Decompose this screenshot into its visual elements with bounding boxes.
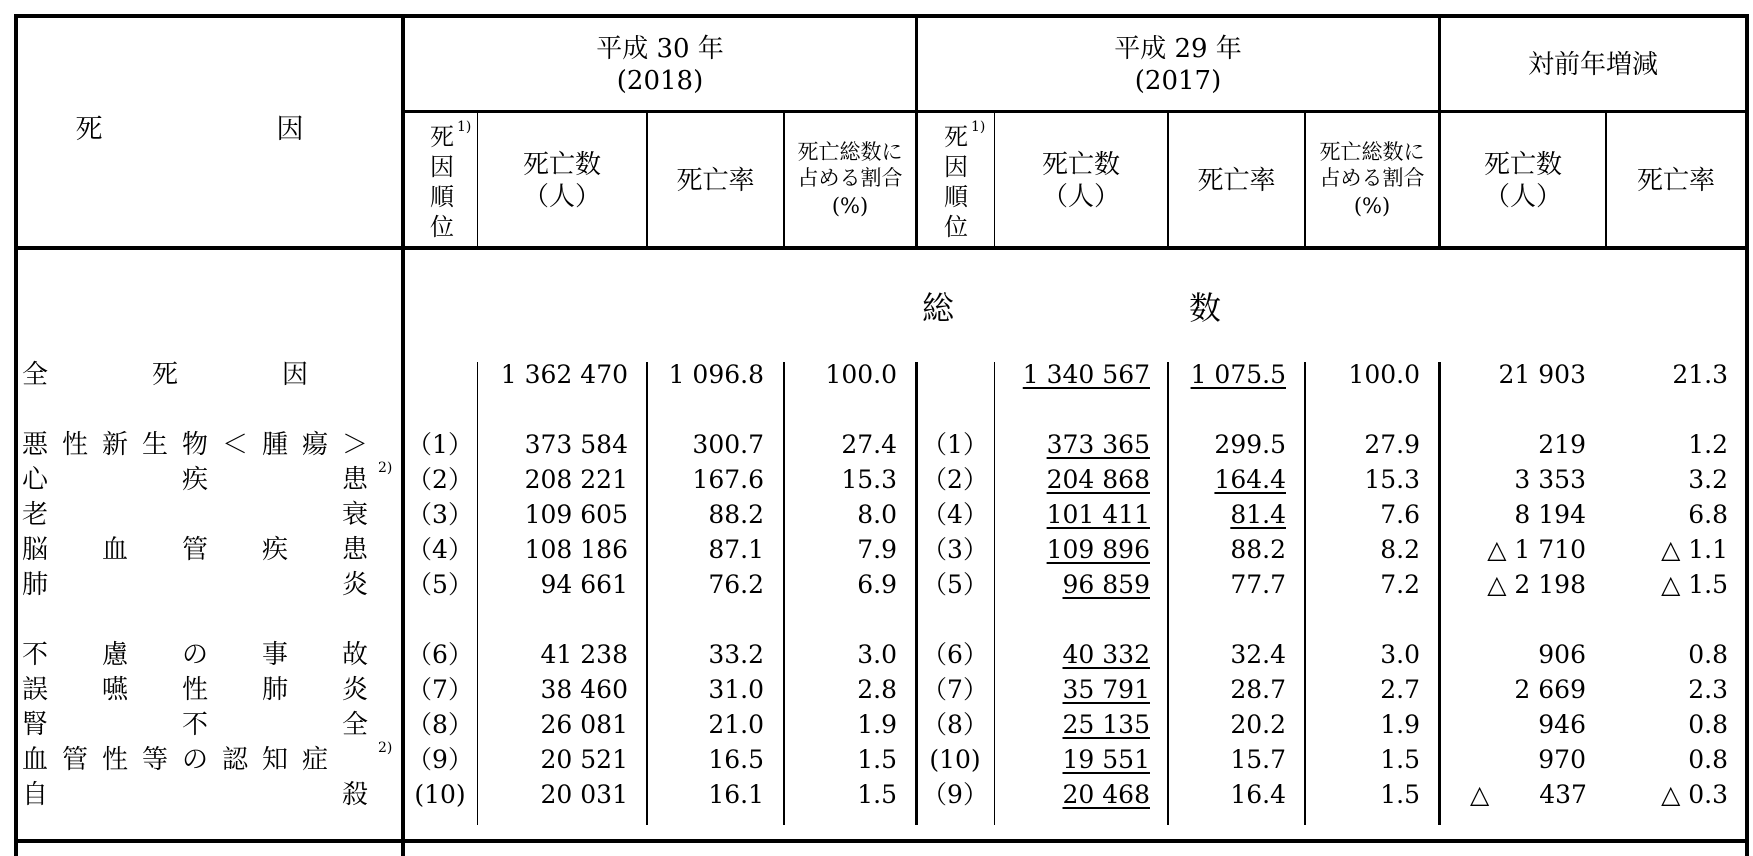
- change-rate: 0.8: [1688, 710, 1728, 739]
- share-2018: 8.0: [857, 500, 897, 529]
- cause-label: 悪性新生物＜腫瘍＞: [22, 430, 383, 460]
- change-deaths: 219: [1538, 430, 1586, 459]
- rate-2017: [1169, 467, 1286, 492]
- year-2017-header: 平成 29 年: [1114, 34, 1242, 64]
- change-rate: 6.8: [1688, 500, 1728, 529]
- share-2018: 1.5: [857, 780, 897, 809]
- cause-label: 自 殺: [22, 780, 383, 810]
- share-header-2018-l2: 占める割合: [797, 166, 903, 190]
- rank-header-2017: 死 因 順 位: [944, 123, 968, 241]
- change-rate: 0.8: [1688, 640, 1728, 669]
- rate-2018: 16.5: [708, 745, 764, 774]
- rate-2018: 16.1: [708, 780, 764, 809]
- cause-label: 誤 嚥 性 肺 炎: [22, 675, 383, 705]
- cause-label: 脳 血 管 疾 患: [22, 535, 383, 565]
- deaths-2018: 38 460: [540, 675, 628, 704]
- deaths-2017: [995, 467, 1150, 492]
- cause-label: 心 疾 患: [22, 465, 383, 495]
- deaths-2018: 94 661: [540, 570, 628, 599]
- rate-2018: 1 096.8: [668, 360, 764, 389]
- share-2018: 3.0: [857, 640, 897, 669]
- change-rate: △ 0.3: [1661, 780, 1728, 809]
- rank-2017: (10): [929, 745, 981, 774]
- deaths-2018: 41 238: [540, 640, 628, 669]
- deaths-2017-value: 204 868: [1046, 465, 1150, 494]
- deaths-2017-value: 20 468: [1062, 780, 1150, 809]
- deaths-2018: 26 081: [540, 710, 628, 739]
- rank-2017: （5）: [922, 570, 988, 599]
- share-2018: 1.5: [857, 745, 897, 774]
- share-2018: 100.0: [825, 360, 897, 389]
- rate-2017-value: 1 075.5: [1190, 360, 1286, 389]
- rate-2017: 28.7: [1230, 675, 1286, 704]
- rank-2017: （2）: [922, 465, 988, 494]
- rank-2018: （4）: [407, 535, 473, 564]
- deaths-2018: 20 031: [540, 780, 628, 809]
- header-bottom-border: [14, 246, 1749, 250]
- change-rate: 1.2: [1688, 430, 1728, 459]
- section-label-right: 数: [1189, 289, 1222, 327]
- rate-header-2018: 死亡率: [676, 166, 755, 196]
- cause-label: 腎 不 全: [22, 710, 383, 740]
- share-header-2018-l1: 死亡総数に: [797, 140, 903, 164]
- deaths-2017-value: 25 135: [1062, 710, 1150, 739]
- share-2017: 1.5: [1380, 745, 1420, 774]
- header-col-divider: [994, 112, 995, 248]
- deaths-2018: 373 584: [524, 430, 628, 459]
- change-rate: △ 1.5: [1661, 570, 1728, 599]
- change-deaths: 970: [1538, 745, 1586, 774]
- deaths-2017: [995, 502, 1150, 527]
- change-rate: 0.8: [1688, 745, 1728, 774]
- deaths-2018: 108 186: [524, 535, 628, 564]
- cause-header: 死 因: [75, 114, 344, 145]
- change-header: 対前年増減: [1527, 50, 1658, 80]
- deaths-unit-change: （人）: [1483, 182, 1562, 212]
- change-rate: 2.3: [1688, 675, 1728, 704]
- change-deaths: 8 194: [1514, 500, 1586, 529]
- change-rate: 3.2: [1688, 465, 1728, 494]
- change-rate: 21.3: [1672, 360, 1728, 389]
- rate-2018: 300.7: [692, 430, 764, 459]
- deaths-2018: 208 221: [524, 465, 628, 494]
- deaths-header-2017: 死亡数: [1041, 150, 1120, 180]
- deaths-2017-value: 19 551: [1062, 745, 1150, 774]
- share-2018: 15.3: [841, 465, 897, 494]
- deaths-2017: [995, 362, 1150, 387]
- rank-note-2017: 1): [971, 119, 986, 135]
- deaths-2017-value: 1 340 567: [1022, 360, 1150, 389]
- share-2017: 2.7: [1380, 675, 1420, 704]
- rate-2017: 20.2: [1230, 710, 1286, 739]
- rank-2018: （8）: [407, 710, 473, 739]
- share-header-2017-l2: 占める割合: [1319, 166, 1425, 190]
- deaths-2018: 20 521: [540, 745, 628, 774]
- rate-2017-value: 81.4: [1230, 500, 1286, 529]
- cause-label: 全 死 因: [22, 360, 309, 390]
- change-deaths: 2 669: [1514, 675, 1586, 704]
- share-2017: 8.2: [1380, 535, 1420, 564]
- rate-header-2017: 死亡率: [1197, 166, 1276, 196]
- rate-header-change: 死亡率: [1636, 166, 1715, 196]
- share-2017: 1.9: [1380, 710, 1420, 739]
- rank-2018: （3）: [407, 500, 473, 529]
- cause-label: 血管性等の認知症: [22, 745, 343, 775]
- deaths-2018: 109 605: [524, 500, 628, 529]
- change-rate: △ 1.1: [1661, 535, 1728, 564]
- deaths-2017: [995, 712, 1150, 737]
- table-right-border: [1745, 14, 1749, 856]
- deaths-unit-2017: （人）: [1041, 182, 1120, 212]
- rate-2018: 76.2: [708, 570, 764, 599]
- change-deaths: △ 2 198: [1487, 570, 1586, 599]
- change-deaths: 21 903: [1498, 360, 1586, 389]
- rank-note-2018: 1): [457, 119, 472, 135]
- share-2017: 7.6: [1380, 500, 1420, 529]
- deaths-unit-2018: （人）: [522, 182, 601, 212]
- rank-2017: （7）: [922, 675, 988, 704]
- change-deaths: 906: [1538, 640, 1586, 669]
- year-2018-header: 平成 30 年: [596, 34, 724, 64]
- deaths-2017: [995, 432, 1150, 457]
- share-2017: 15.3: [1364, 465, 1420, 494]
- share-2017: 3.0: [1380, 640, 1420, 669]
- header-col-divider: [477, 112, 478, 248]
- rate-2018: 21.0: [708, 710, 764, 739]
- section-label-left: 総: [922, 289, 955, 327]
- rate-2018: 33.2: [708, 640, 764, 669]
- rank-2017: （9）: [922, 780, 988, 809]
- deaths-2018: 1 362 470: [500, 360, 628, 389]
- share-unit-2018: (%): [831, 194, 869, 218]
- rate-2017: 32.4: [1230, 640, 1286, 669]
- deaths-2017-value: 35 791: [1062, 675, 1150, 704]
- rate-2018: 88.2: [708, 500, 764, 529]
- rank-2018: （6）: [407, 640, 473, 669]
- group-header-bottom: [403, 110, 1747, 113]
- year-2018-ad: (2018): [616, 66, 704, 96]
- rate-2017: [1169, 502, 1286, 527]
- rate-2018: 87.1: [708, 535, 764, 564]
- deaths-2017: [995, 537, 1150, 562]
- year-2017-ad: (2017): [1134, 66, 1222, 96]
- deaths-2017: [995, 572, 1150, 597]
- deaths-header-2018: 死亡数: [522, 150, 601, 180]
- rank-2017: （8）: [922, 710, 988, 739]
- share-2017: 7.2: [1380, 570, 1420, 599]
- share-2018: 7.9: [857, 535, 897, 564]
- rate-2018: 167.6: [692, 465, 764, 494]
- rate-2017: 88.2: [1230, 535, 1286, 564]
- cause-label: 肺 炎: [22, 570, 383, 600]
- change-deaths: 3 353: [1514, 465, 1586, 494]
- rank-2018: （9）: [407, 745, 473, 774]
- rank-2018: （5）: [407, 570, 473, 599]
- table-top-border: [14, 14, 1749, 18]
- rank-2017: （6）: [922, 640, 988, 669]
- rate-2017: 77.7: [1230, 570, 1286, 599]
- share-2017: 100.0: [1348, 360, 1420, 389]
- rank-2018: （7）: [407, 675, 473, 704]
- cause-note: 2): [378, 740, 393, 756]
- share-unit-2017: (%): [1353, 194, 1391, 218]
- share-2017: 1.5: [1380, 780, 1420, 809]
- rate-2017: 15.7: [1230, 745, 1286, 774]
- rank-header-2018: 死 因 順 位: [430, 123, 454, 241]
- rank-2018: （1）: [407, 430, 473, 459]
- deaths-2017-value: 96 859: [1062, 570, 1150, 599]
- deaths-2017-value: 101 411: [1046, 500, 1150, 529]
- share-2018: 1.9: [857, 710, 897, 739]
- cause-label: 老 衰: [22, 500, 383, 530]
- change-deaths: △ 1 710: [1487, 535, 1586, 564]
- share-2017: 27.9: [1364, 430, 1420, 459]
- change-deaths: 946: [1538, 710, 1586, 739]
- cause-note: 2): [378, 460, 393, 476]
- year-group-divider-2: [1438, 14, 1441, 248]
- deaths-header-change: 死亡数: [1483, 150, 1562, 180]
- deaths-2017: [995, 747, 1150, 772]
- deaths-2017: [995, 782, 1150, 807]
- rank-2018: (10): [414, 780, 466, 809]
- rate-2017-value: 164.4: [1214, 465, 1286, 494]
- rate-2018: 31.0: [708, 675, 764, 704]
- body-bottom-border: [14, 839, 1749, 843]
- rate-2017: [1169, 362, 1286, 387]
- share-2018: 27.4: [841, 430, 897, 459]
- rank-2017: （4）: [922, 500, 988, 529]
- share-2018: 6.9: [857, 570, 897, 599]
- deaths-2017: [995, 642, 1150, 667]
- rate-2017: 16.4: [1230, 780, 1286, 809]
- share-2018: 2.8: [857, 675, 897, 704]
- rate-2017: 299.5: [1214, 430, 1286, 459]
- rank-2017: （1）: [922, 430, 988, 459]
- share-header-2017-l1: 死亡総数に: [1319, 140, 1425, 164]
- rank-2018: （2）: [407, 465, 473, 494]
- body-col-divider: [1438, 362, 1441, 825]
- change-deaths: △ 437: [1470, 780, 1587, 809]
- deaths-2017-value: 109 896: [1046, 535, 1150, 564]
- deaths-2017: [995, 677, 1150, 702]
- deaths-2017-value: 373 365: [1046, 430, 1150, 459]
- cause-label: 不 慮 の 事 故: [22, 640, 383, 670]
- deaths-2017-value: 40 332: [1062, 640, 1150, 669]
- rank-2017: （3）: [922, 535, 988, 564]
